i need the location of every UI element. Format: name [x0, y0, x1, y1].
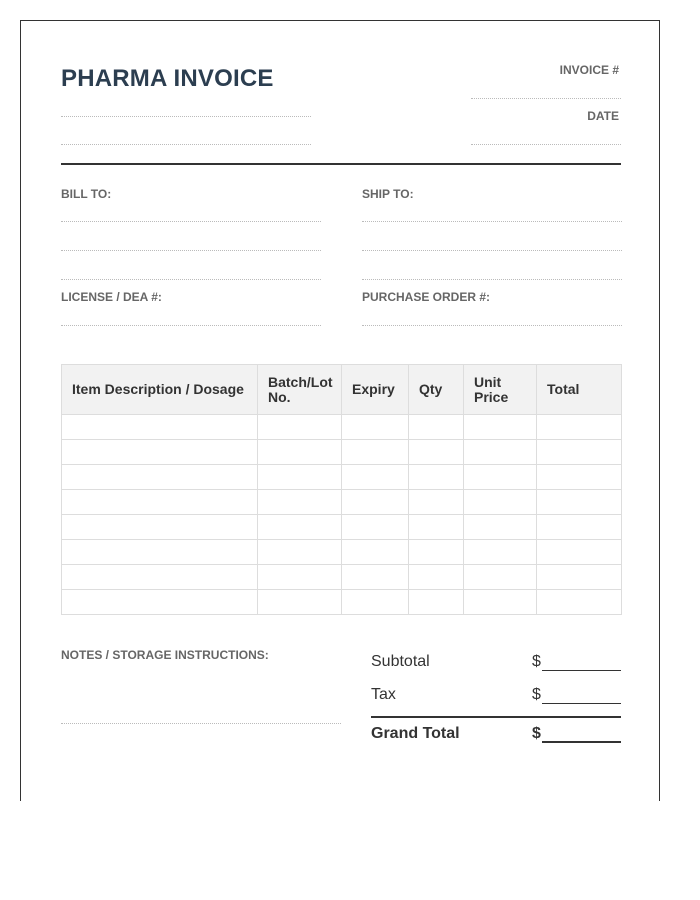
table-cell[interactable] [537, 465, 622, 490]
table-cell[interactable] [537, 415, 622, 440]
table-cell[interactable] [342, 440, 409, 465]
bill-to-line-1[interactable] [61, 221, 321, 222]
column-header-unit-price: Unit Price [464, 365, 537, 415]
invoice-title: PHARMA INVOICE [61, 65, 274, 92]
subtotal-label: Subtotal [371, 653, 430, 670]
table-cell[interactable] [258, 515, 342, 540]
table-cell[interactable] [409, 465, 464, 490]
table-cell[interactable] [409, 415, 464, 440]
table-cell[interactable] [342, 565, 409, 590]
table-row [62, 565, 622, 590]
column-header-total: Total [537, 365, 622, 415]
header-line-2[interactable] [61, 144, 311, 145]
table-cell[interactable] [464, 515, 537, 540]
table-cell[interactable] [409, 515, 464, 540]
header-divider [61, 163, 621, 165]
invoice-sheet [20, 20, 660, 801]
table-cell[interactable] [62, 515, 258, 540]
tax-label: Tax [371, 686, 396, 703]
table-cell[interactable] [62, 490, 258, 515]
table-header-row [62, 365, 622, 415]
grand-total-label: Grand Total [371, 725, 460, 742]
tax-field[interactable] [542, 703, 621, 704]
table-cell[interactable] [537, 515, 622, 540]
table-cell[interactable] [258, 490, 342, 515]
column-header-batch: Batch/Lot No. [258, 365, 342, 415]
table-cell[interactable] [464, 490, 537, 515]
table-row [62, 515, 622, 540]
table-cell[interactable] [537, 440, 622, 465]
table-cell[interactable] [342, 515, 409, 540]
tax-currency: $ [532, 686, 541, 703]
license-dea-label: LICENSE / DEA #: [61, 290, 162, 304]
table-row [62, 465, 622, 490]
purchase-order-field[interactable] [362, 325, 622, 326]
table-cell[interactable] [464, 465, 537, 490]
table-row [62, 590, 622, 615]
table-cell[interactable] [62, 415, 258, 440]
table-cell[interactable] [258, 540, 342, 565]
license-dea-field[interactable] [61, 325, 321, 326]
table-cell[interactable] [342, 415, 409, 440]
table-cell[interactable] [258, 590, 342, 615]
table-cell[interactable] [409, 440, 464, 465]
subtotal-field[interactable] [542, 670, 621, 671]
grand-total-divider [371, 716, 621, 718]
table-cell[interactable] [537, 540, 622, 565]
column-header-expiry: Expiry [342, 365, 409, 415]
table-cell[interactable] [342, 540, 409, 565]
table-cell[interactable] [409, 540, 464, 565]
column-header-qty: Qty [409, 365, 464, 415]
table-cell[interactable] [409, 590, 464, 615]
table-cell[interactable] [409, 565, 464, 590]
date-label: DATE [587, 109, 619, 123]
table-cell[interactable] [464, 415, 537, 440]
table-cell[interactable] [464, 590, 537, 615]
header-line-1[interactable] [61, 116, 311, 117]
subtotal-currency: $ [532, 653, 541, 670]
invoice-number-field[interactable] [471, 98, 621, 99]
table-cell[interactable] [342, 490, 409, 515]
bill-to-line-3[interactable] [61, 279, 321, 280]
table-cell[interactable] [537, 490, 622, 515]
table-cell[interactable] [258, 465, 342, 490]
table-cell[interactable] [258, 440, 342, 465]
purchase-order-label: PURCHASE ORDER #: [362, 290, 491, 304]
ship-to-line-2[interactable] [362, 250, 622, 251]
table-row [62, 440, 622, 465]
bill-to-label: BILL TO: [61, 187, 112, 201]
date-field[interactable] [471, 144, 621, 145]
table-cell[interactable] [258, 415, 342, 440]
table-cell[interactable] [464, 540, 537, 565]
notes-field[interactable] [61, 723, 341, 724]
table-cell[interactable] [62, 590, 258, 615]
table-cell[interactable] [62, 565, 258, 590]
notes-label: NOTES / STORAGE INSTRUCTIONS: [61, 648, 269, 662]
table-cell[interactable] [537, 565, 622, 590]
grand-total-field[interactable] [542, 741, 621, 743]
ship-to-label: SHIP TO: [362, 187, 414, 201]
grand-total-currency: $ [532, 725, 541, 742]
table-row [62, 415, 622, 440]
column-header-description: Item Description / Dosage [62, 365, 258, 415]
bill-to-line-2[interactable] [61, 250, 321, 251]
table-cell[interactable] [342, 465, 409, 490]
table-row [62, 540, 622, 565]
table-row [62, 490, 622, 515]
table-cell[interactable] [62, 440, 258, 465]
table-cell[interactable] [258, 565, 342, 590]
table-cell[interactable] [409, 490, 464, 515]
table-cell[interactable] [62, 540, 258, 565]
table-cell[interactable] [342, 590, 409, 615]
invoice-number-label: INVOICE # [559, 63, 619, 77]
items-table [61, 364, 622, 615]
ship-to-line-3[interactable] [362, 279, 622, 280]
table-cell[interactable] [464, 565, 537, 590]
table-cell[interactable] [62, 465, 258, 490]
ship-to-line-1[interactable] [362, 221, 622, 222]
table-cell[interactable] [537, 590, 622, 615]
table-cell[interactable] [464, 440, 537, 465]
